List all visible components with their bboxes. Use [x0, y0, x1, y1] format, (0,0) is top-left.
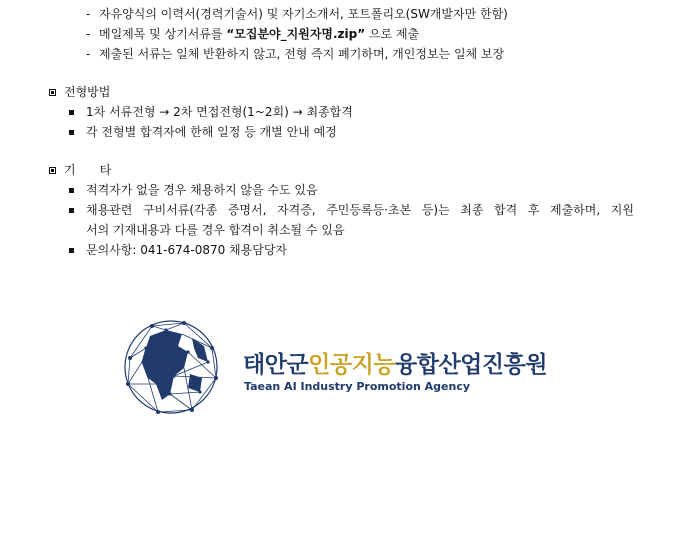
logo-name-part3: 융합산업진흥원: [395, 352, 548, 378]
section-title: 전형방법: [64, 85, 111, 99]
section-bullet-icon: [49, 89, 56, 96]
list-item: 문의사항: 041-674-0870 채용담당자: [86, 243, 288, 257]
square-bullet: [69, 208, 74, 213]
logo-name-part2: 인공지능: [308, 352, 396, 378]
dash-bullet: -: [86, 7, 91, 21]
logo-text-korean: [243, 346, 547, 379]
list-item: 적격자가 없을 경우 채용하지 않을 수도 있음: [86, 183, 318, 197]
square-bullet: [69, 110, 74, 115]
item-text-pre: 메일제목 및 상기서류를: [99, 27, 227, 41]
list-item-continuation: 서의 기재내용과 다를 경우 합격이 취소될 수 있음: [86, 223, 345, 237]
square-bullet: [69, 130, 74, 135]
list-item: [99, 26, 419, 42]
section-title: 기 타: [64, 163, 112, 177]
list-item: 각 전형별 합격자에 한해 일정 등 개별 안내 예정: [86, 125, 337, 139]
section-bullet-icon: [49, 167, 56, 174]
list-item: 1차 서류전형 → 2차 면접전형(1~2회) → 최종합격: [86, 105, 353, 119]
square-bullet: [69, 248, 74, 253]
item-text-post: 으로 제출: [365, 27, 420, 41]
square-bullet: [69, 188, 74, 193]
dash-bullet: -: [86, 27, 91, 41]
globe-network-icon: [122, 318, 220, 416]
list-item: 제출된 서류는 일체 반환하지 않고, 전형 즉지 폐기하며, 개인정보는 일체 보장: [99, 47, 505, 61]
dash-bullet: -: [86, 47, 91, 61]
list-item: 자유양식의 이력서(경력기술서) 및 자기소개서, 포트폴리오(SW개발자만 한함): [99, 7, 508, 21]
logo-text-english: Taean AI Industry Promotion Agency: [244, 380, 471, 393]
list-item: 채용관련 구비서류(각종 증명서, 자격증, 주민등록등·초본 등)는 최종 합격 후 제출하며, 지원: [86, 203, 634, 217]
logo-name-part1: 태안군: [243, 352, 309, 378]
item-text-bold: “모집분야_지원자명.zip”: [226, 27, 366, 41]
